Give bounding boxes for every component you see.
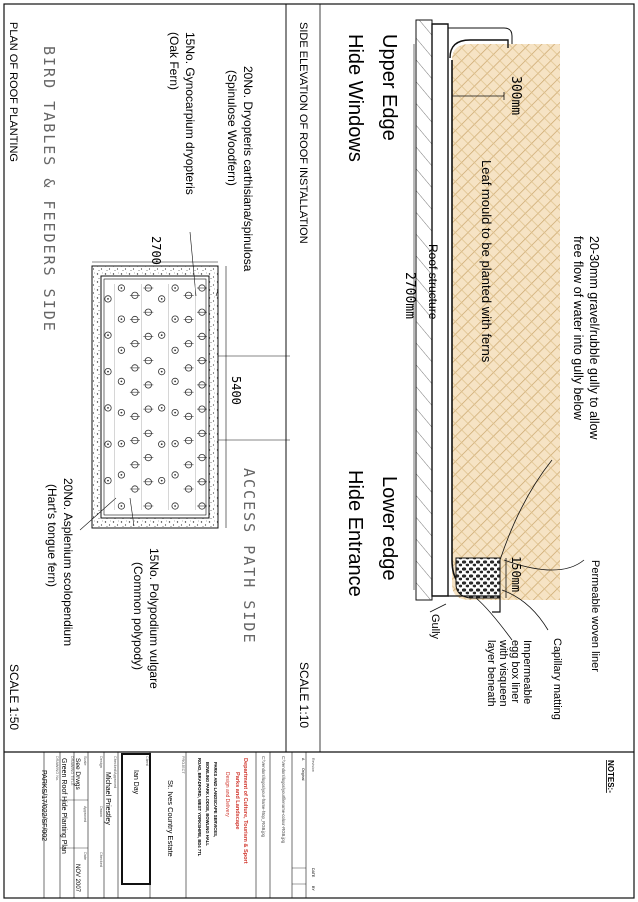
- drawing-title: Green Roof Hide Planting Plan: [60, 758, 67, 854]
- project-name: St. Ives Country Estate: [166, 780, 175, 857]
- notes-heading: NOTES:-: [606, 760, 615, 793]
- date-value: NOV 2007: [74, 864, 80, 893]
- by-header: BY: [311, 886, 315, 891]
- dimension-300mm: 300mm: [508, 76, 523, 116]
- drawn-label: Drawn: [99, 806, 103, 817]
- fern-plant-polypodium: [105, 405, 111, 411]
- polypodium-label-2: (Common polypody): [131, 562, 145, 671]
- department-line-3: Design and Delivery: [224, 772, 230, 817]
- roof-structure-label: Roof structure: [426, 244, 440, 320]
- fern-plant-gymnocarpium: [159, 441, 165, 447]
- asplenium-label-2: (Hart's tongue fern): [45, 484, 59, 588]
- gravel-gully: [456, 558, 500, 598]
- impermeable-label-1: Impermeable: [521, 640, 533, 705]
- fern-plant-polypodium: [118, 316, 124, 322]
- revision-a: A: [301, 758, 305, 761]
- impermeable-leader: [476, 598, 512, 640]
- fern-plant-polypodium: [118, 503, 124, 509]
- address-line-3: ROAD, BRADFORD, WEST YORKSHIRE, BD4 7TL: [197, 758, 202, 857]
- gully-label: Gully: [429, 614, 441, 640]
- fern-plant-gymnocarpium: [159, 477, 165, 483]
- client-name: Ian Day: [132, 770, 139, 795]
- impermeable-label-4: layer beneath: [485, 640, 497, 707]
- polypodium-label-1: 15No. Polypodium vulgare: [147, 548, 161, 689]
- gymnocarpium-label-1: 15No. Gynocarpium dryopteris: [183, 32, 197, 195]
- design-label: Design: [99, 756, 103, 768]
- fern-plant-gymnocarpium: [172, 441, 178, 447]
- drawing-number: PARKS/17/022/SF/002: [40, 770, 47, 842]
- revision-a-text: Original: [301, 768, 305, 781]
- access-path-label: ACCESS PATH SIDE: [240, 468, 258, 645]
- asplenium-label-1: 20No. Asplenium scolopendium: [61, 478, 75, 647]
- permeable-liner-label: Permeable woven liner: [589, 560, 601, 672]
- plan-title: PLAN OF ROOF PLANTING: [7, 22, 19, 162]
- fern-plant-gymnocarpium: [172, 285, 178, 291]
- project-label: PROJECT: [181, 756, 185, 774]
- department-line-2: Parks and Landscape: [234, 772, 240, 830]
- title-block: [40, 752, 615, 898]
- leaf-mould-label: Leaf mould to be planted with ferns: [479, 160, 494, 363]
- side-elevation: [414, 20, 584, 640]
- impermeable-label-3: with visqueen: [497, 640, 509, 707]
- upper-edge-label: Upper Edge: [378, 34, 400, 141]
- fern-plant-gymnocarpium: [172, 347, 178, 353]
- number-label: DRAWING No.: [55, 756, 59, 782]
- fern-plant-polypodium: [118, 441, 124, 447]
- fern-plant-polypodium: [118, 409, 124, 415]
- checked-name: Michael Priestley: [104, 772, 111, 825]
- fern-plant-gymnocarpium: [172, 409, 178, 415]
- dimension-2700mm: 2700mm: [402, 272, 417, 319]
- fern-plant-polypodium: [105, 477, 111, 483]
- hide-entrance-label: Hide Entrance: [344, 470, 366, 597]
- gully-leader: [430, 604, 446, 612]
- scale-value: See Drwgs: [74, 758, 81, 790]
- side-elevation-title: SIDE ELEVATION OF ROOF INSTALLATION: [297, 22, 309, 244]
- fern-plant-gymnocarpium: [159, 405, 165, 411]
- gravel-label-line1: 20-30mm gravel/rubble gully to allow: [587, 236, 601, 440]
- date-header: DATE: [311, 868, 315, 878]
- fern-plant-polypodium: [105, 332, 111, 338]
- fern-plant-gymnocarpium: [159, 368, 165, 374]
- fern-plant-gymnocarpium: [172, 378, 178, 384]
- approved-label: Approved: [83, 806, 87, 823]
- fern-plant-polypodium: [118, 378, 124, 384]
- plan-scale: SCALE 1:50: [7, 664, 21, 731]
- leaf-mould-soil: [452, 44, 560, 600]
- upper-flashing: [448, 28, 512, 44]
- address-line-2: BOWLING PARK LODGE, BOWLING HALL: [205, 762, 210, 846]
- dryopteris-label-2: (Spinulose Woodfern): [225, 70, 239, 186]
- dimension-150mm: 150mm: [509, 556, 523, 593]
- fern-plant-gymnocarpium: [159, 296, 165, 302]
- gravel-label-line2: free flow of water into gully below: [571, 236, 585, 421]
- client-label: Client: [145, 756, 149, 766]
- checked-label: Checked/Approved: [113, 756, 117, 789]
- gymnocarpium-label-2: (Oak Fern): [167, 32, 181, 91]
- bird-tables-label: BIRD TABLES & FEEDERS SIDE: [40, 46, 58, 333]
- fern-plant-gymnocarpium: [172, 503, 178, 509]
- side-elevation-scale: SCALE 1:10: [297, 662, 311, 729]
- fern-plant-polypodium: [118, 285, 124, 291]
- fern-plant-polypodium: [118, 472, 124, 478]
- fern-plant-polypodium: [118, 347, 124, 353]
- dryopteris-label-1: 20No. Dryopteris carthisiana/spinulosa: [241, 66, 255, 272]
- address-line-1: PARKS AND LANDSCAPE SERVICES,: [213, 762, 218, 838]
- fern-plant-polypodium: [105, 296, 111, 302]
- scale-label: Scale: [83, 756, 87, 766]
- lower-edge-label: Lower edge: [378, 476, 400, 581]
- plan-planting-bed: [101, 276, 209, 518]
- plan-dimension-2700: 2700: [149, 236, 163, 265]
- logo-file-path: C:\Vendors\logos\your-frame-htop_RGB.jpg: [261, 756, 266, 837]
- title-label: DRAWING TITLE: [70, 756, 74, 786]
- fern-plant-gymnocarpium: [172, 316, 178, 322]
- fern-plant-gymnocarpium: [172, 472, 178, 478]
- fern-plant-polypodium: [105, 441, 111, 447]
- revision-file-path: C:\Vendors\logos\yourfilename-colour-RGB.jpg: [281, 756, 286, 844]
- plan-dimension-5400: 5400: [229, 376, 243, 405]
- revision-header: Revision: [311, 758, 315, 772]
- capillary-matting-label: Capillary matting: [551, 638, 563, 720]
- fern-plant-gymnocarpium: [159, 332, 165, 338]
- fern-plant-polypodium: [105, 368, 111, 374]
- department-line-1: Department of Culture, Tourism & Sport: [242, 758, 248, 864]
- impermeable-label-2: egg box liner: [509, 640, 521, 703]
- hide-windows-label: Hide Windows: [344, 34, 366, 162]
- checked-short-label: Checked: [99, 852, 103, 867]
- date-label: Date: [83, 852, 87, 861]
